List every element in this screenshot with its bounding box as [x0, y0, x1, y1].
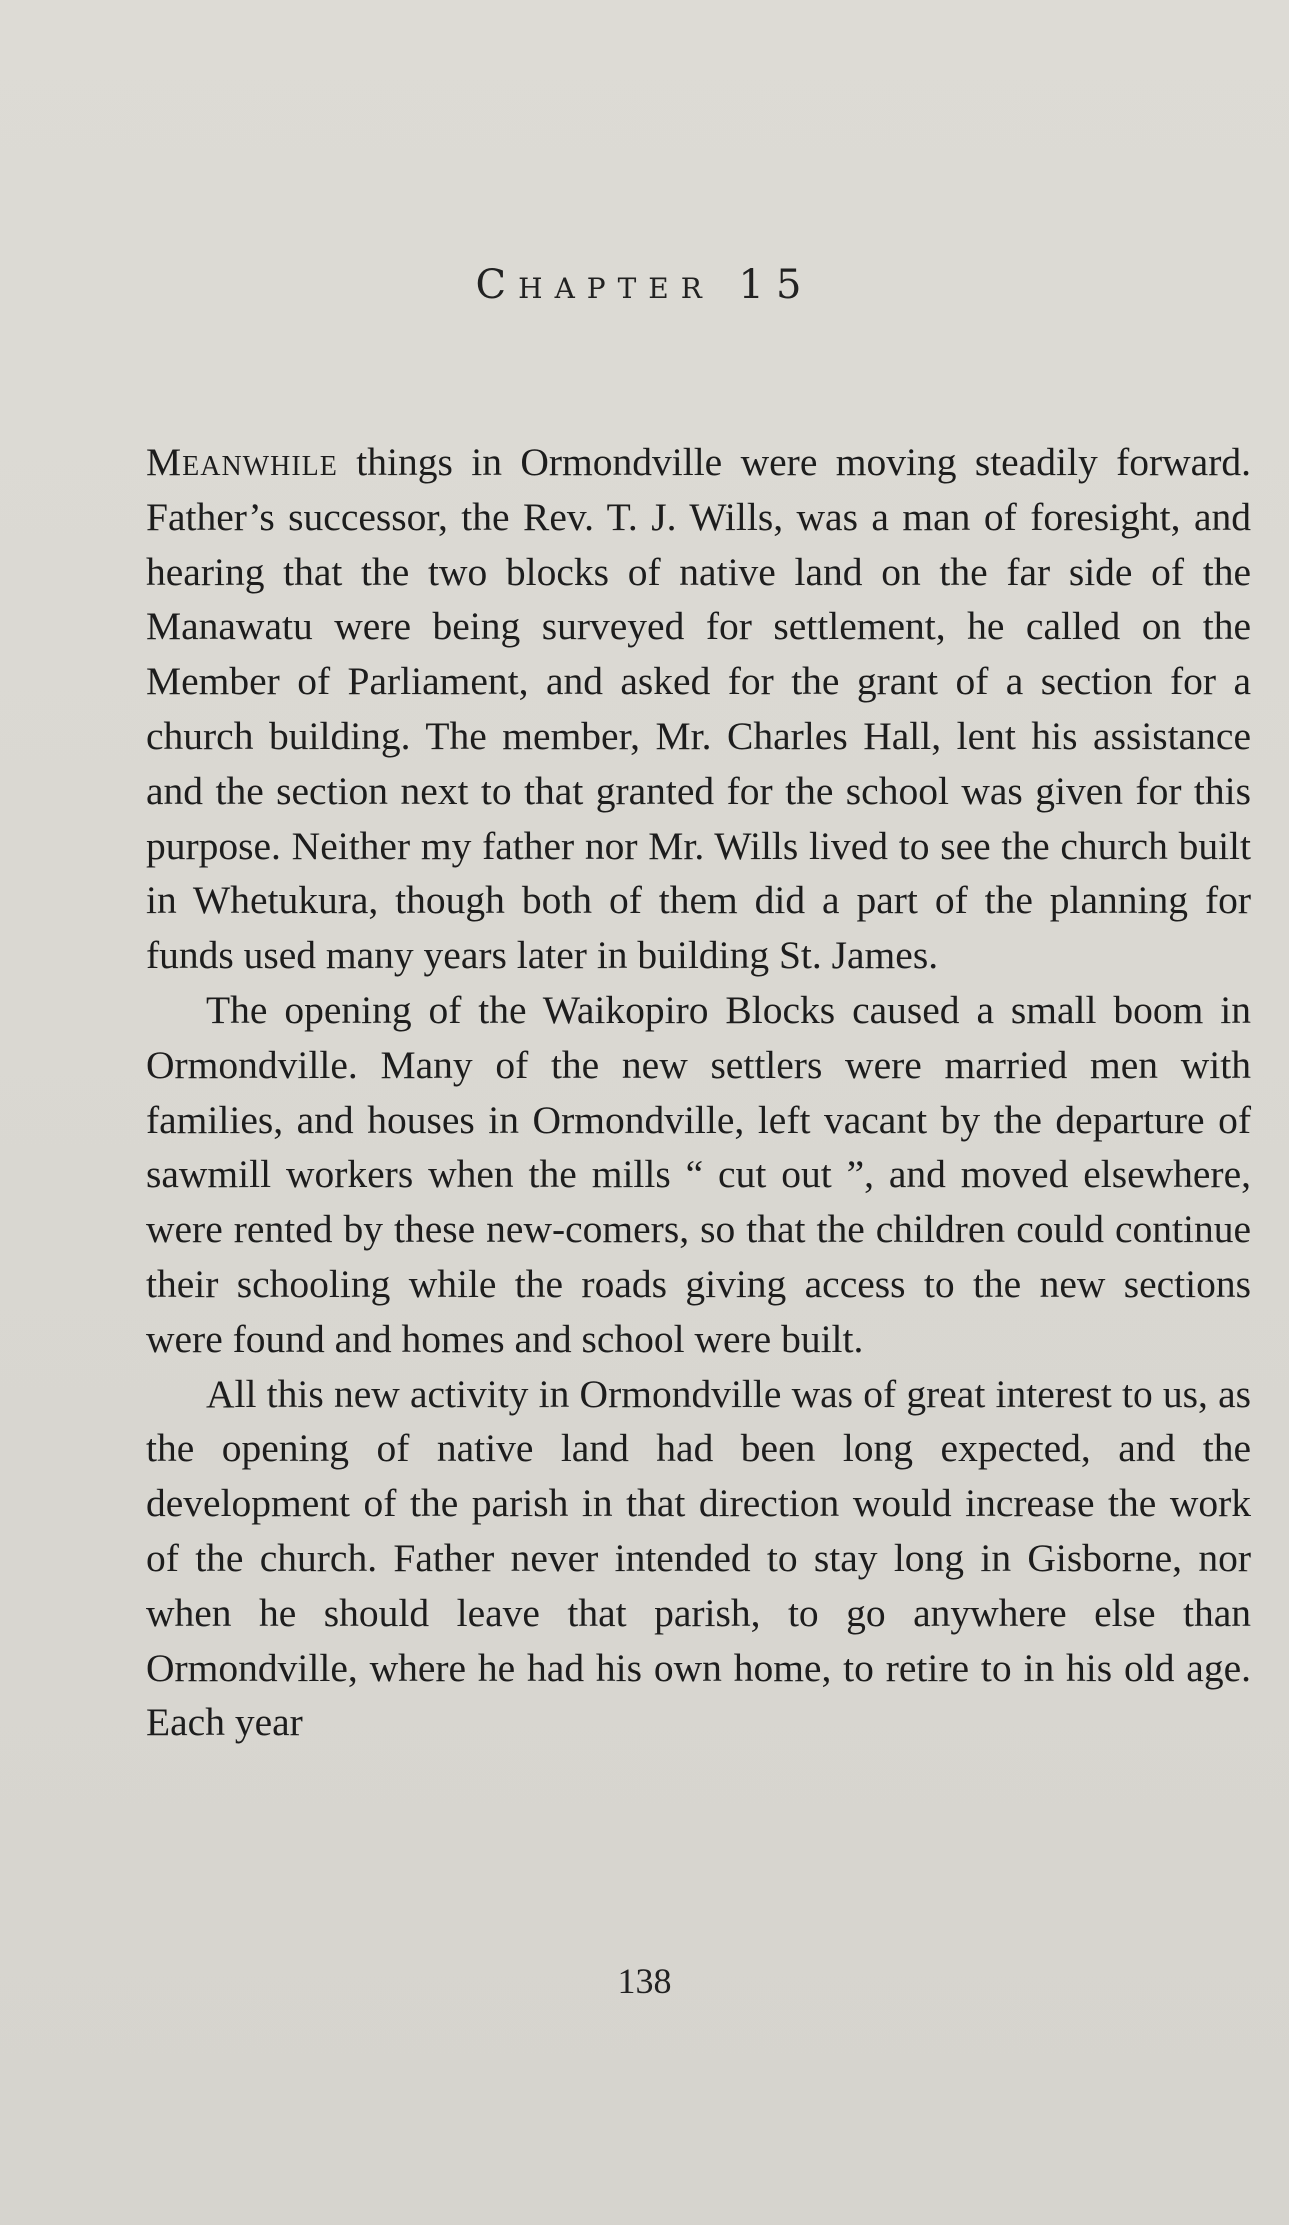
page-number: 138	[617, 1961, 672, 2001]
chapter-heading: Chapter 15	[475, 262, 814, 308]
chapter-body	[146, 435, 1251, 1750]
paragraph-2: The opening of the Waikopiro Blocks caused a small boom in Ormondville. Many of the new settlers were married men with families, and houses in Ormondville, left vacant by the departure of sawmill workers when the mills “ cut out ”, and moved elsewhere, were rented by these new-comers, so that the children could continue their schooling while the roads giving access to the new sections were found and homes and school were built.	[146, 987, 1251, 1361]
paragraph-1-text: things in Ormondville were moving steadily forward. Father’s successor, the Rev. T. J. Wills, was a man of foresight, and hearing that the two blocks of native land on the far side of the Manawatu were being surveyed for settlement, he called on the Member of Parliament, and asked for the grant of a section for a church building. The member, Mr. Charles Hall, lent his assistance and the section next to that granted for the school was given for this purpose. Neither my father nor Mr. Wills lived to see the church built in Whetukura, though both of them did a part of the planning for funds used many years later in building St. James.	[146, 440, 1251, 978]
lead-word: Meanwhile	[146, 440, 338, 484]
paragraph-3: All this new activity in Ormondville was of great interest to us, as the opening of native land had been long expected, and the development of the parish in that direction would increase the work of the church. Father never intended to stay long in Gisborne, nor when he should leave that parish, to go anywhere else than Ormondville, where he had his own home, to retire to in his old age. Each year	[146, 1371, 1251, 1745]
paragraph-1	[146, 435, 1251, 983]
